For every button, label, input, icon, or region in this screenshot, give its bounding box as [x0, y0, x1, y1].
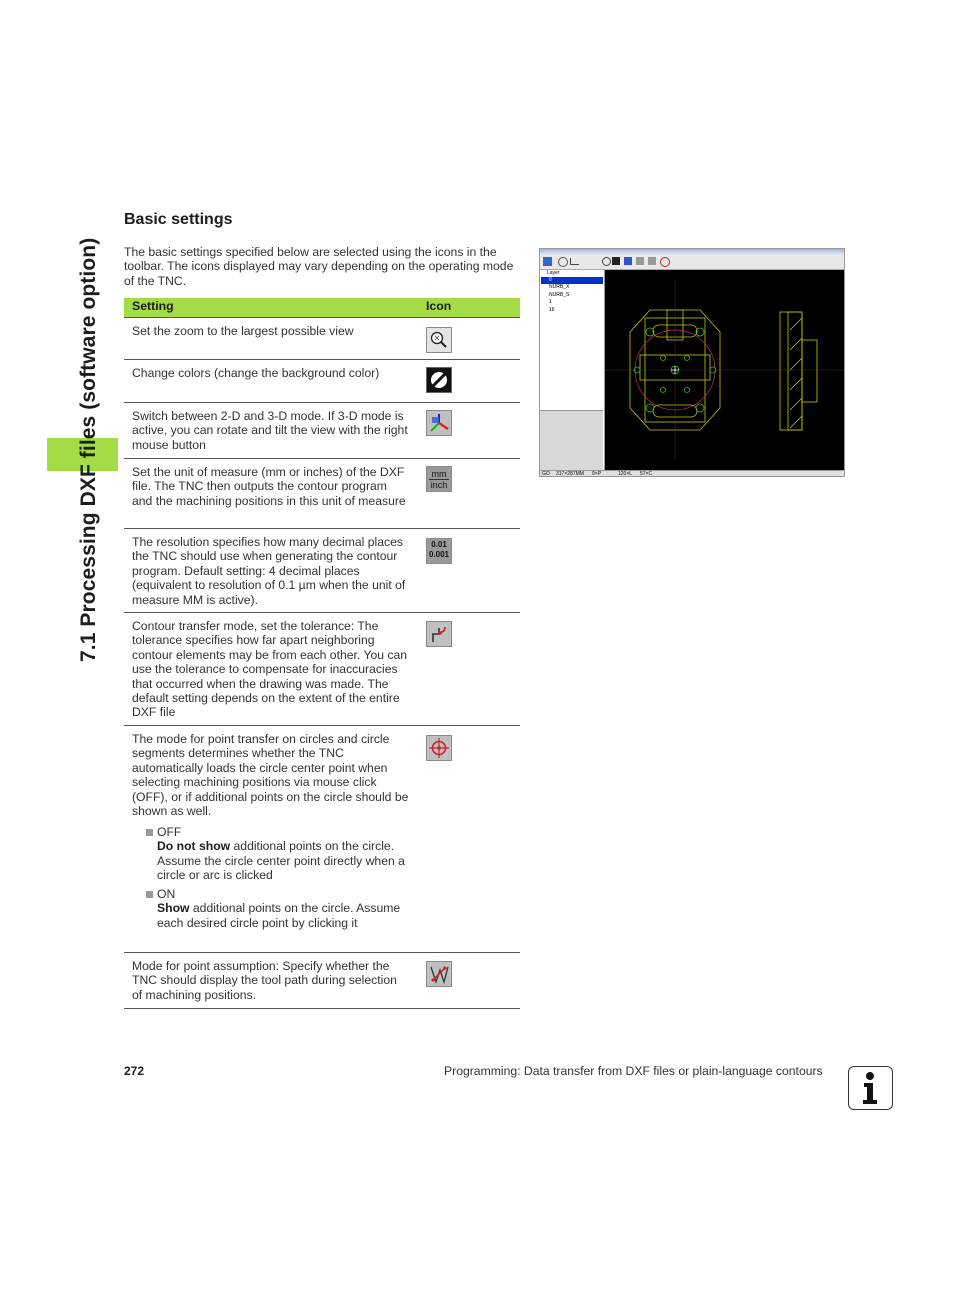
dxf-drawing [605, 270, 844, 470]
bullet-off: OFF Do not show additional points on the circle. Assume the circle center point directly when a circle or arc is clicked [146, 825, 410, 883]
tolerance-icon [426, 621, 452, 647]
tool-path-icon [426, 961, 452, 987]
header-setting: Setting [132, 299, 174, 313]
view-tool-icon [624, 257, 632, 265]
row-text: Set the unit of measure (mm or inches) of the DXF file. The TNC then outputs the contour program and the machining positions in this unit of measure [132, 465, 406, 508]
intro-paragraph: The basic settings specified below are selected using the icons in the toolbar. The icons displayed may vary depending on the operating mode of the TNC. [124, 245, 514, 288]
table-row [124, 726, 520, 953]
info-icon [848, 1066, 893, 1110]
table-row [124, 360, 520, 403]
section-heading: Basic settings [124, 211, 233, 228]
zoom-tool-icon [602, 257, 611, 266]
zoom-icon [426, 327, 452, 353]
resolution-icon: 0.01 0.001 [426, 538, 452, 564]
drawing-canvas[interactable] [605, 270, 844, 470]
resolution-tool-icon [648, 257, 656, 265]
bullet-square-icon [146, 891, 153, 898]
unit-tool-icon [636, 257, 644, 265]
table-row [124, 613, 520, 726]
unit-icon: mm inch [426, 466, 452, 492]
table-row [124, 953, 520, 1009]
status-bar: GO 317×287MM 0×P 120×L 57×C [540, 470, 844, 477]
layer-item[interactable]: 16 [549, 306, 555, 313]
row-text: The resolution specifies how many decimal places the TNC should use when generating the contour program. Default setting: 4 decimal places (equivalent to resolution of 0.1 µm when the unit of measure MM is active). [132, 535, 406, 607]
layer-item[interactable]: 1 [549, 299, 552, 305]
table-row [124, 403, 520, 459]
info-panel [540, 410, 603, 471]
settings-table [124, 298, 520, 1009]
layer-header: Layer [547, 270, 560, 276]
row-text: Set the zoom to the largest possible view [132, 324, 354, 338]
row-text: Switch between 2-D and 3-D mode. If 3-D mode is active, you can rotate and tilt the view with the right mouse button [132, 409, 408, 452]
layer-panel [540, 270, 605, 470]
row-text: Change colors (change the background color) [132, 366, 380, 380]
circle-tool-icon [660, 257, 670, 267]
target-tool-icon [558, 257, 568, 267]
layer-item[interactable]: NURB_X [549, 284, 570, 290]
row-text: Mode for point assumption: Specify whether the TNC should display the tool path during selection of machining positions. [132, 959, 397, 1002]
layer-tool-icon [543, 257, 552, 266]
layer-item[interactable]: 0 [549, 277, 552, 283]
layer-item[interactable]: NURB_S [549, 291, 570, 298]
table-row [124, 317, 520, 360]
table-row [124, 459, 520, 529]
table-header [124, 298, 520, 317]
contour-tool-icon [570, 258, 579, 265]
view-3d-icon [426, 410, 452, 436]
bullet-on: ON Show additional points on the circle. Assume each desired circle point by clicking it [146, 887, 410, 930]
row-text: The mode for point transfer on circles and circle segments determines whether the TNC automatically loads the circle center point when selecting machining positions via mouse click (OFF), or if additional points on the circle should be shown as well. [132, 732, 409, 819]
bullet-square-icon [146, 829, 153, 836]
color-tool-icon [612, 257, 620, 265]
header-icon: Icon [426, 299, 452, 313]
footer-title: Programming: Data transfer from DXF files or plain-language contours [444, 1064, 823, 1078]
row-text: Contour transfer mode, set the tolerance: The tolerance specifies how far apart neighboring contour elements may be from each other. You can use the tolerance to compensate for inaccuracies that occurred when the drawing was made. The default setting depends on the extent of the entire DXF file [132, 619, 408, 720]
circle-point-icon [426, 735, 452, 761]
color-icon [426, 367, 452, 393]
table-row [124, 529, 520, 613]
toolbar [540, 255, 844, 270]
page-number: 272 [124, 1064, 145, 1078]
dxf-converter-screenshot [539, 248, 845, 477]
